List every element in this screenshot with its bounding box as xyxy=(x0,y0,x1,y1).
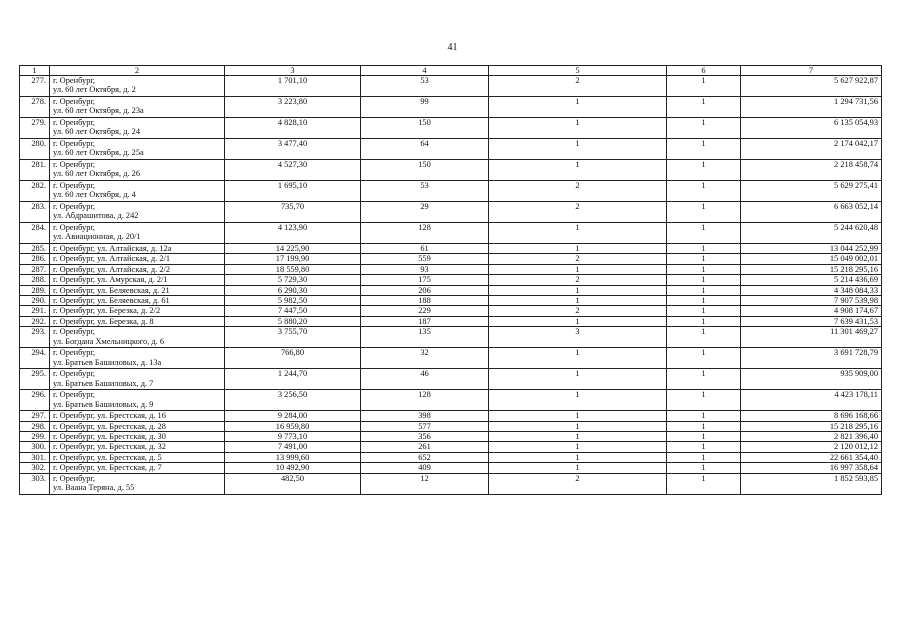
table-row xyxy=(20,160,882,181)
column-4-cell: 135 xyxy=(361,327,489,348)
row-number: 285. xyxy=(20,244,50,254)
area-cell: 1 701,10 xyxy=(225,76,361,97)
table-row xyxy=(20,296,882,306)
row-number: 294. xyxy=(20,348,50,369)
address-line: г. Оренбург, xyxy=(53,369,96,379)
address-line: г. Оренбург, xyxy=(53,348,96,358)
column-6-cell: 1 xyxy=(667,254,741,264)
cost-cell: 7 907 539,98 xyxy=(741,296,882,306)
column-4-cell: 53 xyxy=(361,76,489,97)
column-6-cell: 1 xyxy=(667,202,741,223)
area-cell: 4 828,10 xyxy=(225,118,361,139)
column-5-cell: 2 xyxy=(489,254,667,264)
table-row xyxy=(20,202,882,223)
row-number: 289. xyxy=(20,285,50,295)
address-line: г. Оренбург, xyxy=(53,327,96,337)
column-6-cell: 1 xyxy=(667,327,741,348)
column-4-cell: 229 xyxy=(361,306,489,316)
address-line: г. Оренбург, xyxy=(53,118,96,127)
cost-cell: 15 218 295,16 xyxy=(741,264,882,274)
column-4-cell: 61 xyxy=(361,244,489,254)
address-cell xyxy=(50,285,225,295)
column-4-cell: 12 xyxy=(361,473,489,494)
row-number: 303. xyxy=(20,473,50,494)
area-cell: 3 755,70 xyxy=(225,327,361,348)
address-cell xyxy=(50,97,225,118)
row-number: 287. xyxy=(20,264,50,274)
area-cell: 9 773,10 xyxy=(225,432,361,442)
cost-cell: 5 627 922,87 xyxy=(741,76,882,97)
area-cell: 482,50 xyxy=(225,473,361,494)
cost-cell: 2 821 396,40 xyxy=(741,432,882,442)
column-6-cell: 1 xyxy=(667,118,741,139)
column-4-cell: 128 xyxy=(361,223,489,244)
column-5-cell: 2 xyxy=(489,181,667,202)
address-cell xyxy=(50,369,225,390)
column-5-cell: 1 xyxy=(489,139,667,160)
column-5-cell: 1 xyxy=(489,244,667,254)
column-6-cell: 1 xyxy=(667,264,741,274)
address-line: г. Оренбург, ул. Алтайская, д. 12а xyxy=(53,244,172,253)
column-4-cell: 128 xyxy=(361,390,489,411)
area-cell: 14 225,90 xyxy=(225,244,361,254)
column-4-cell: 188 xyxy=(361,296,489,306)
address-cell xyxy=(50,296,225,306)
row-number: 278. xyxy=(20,97,50,118)
column-5-cell: 1 xyxy=(489,296,667,306)
column-4-cell: 398 xyxy=(361,411,489,421)
row-number: 300. xyxy=(20,442,50,452)
column-5-cell: 1 xyxy=(489,442,667,452)
area-cell: 735,70 xyxy=(225,202,361,223)
page-number: 41 xyxy=(447,42,458,53)
cost-cell: 6 663 052,14 xyxy=(741,202,882,223)
address-cell xyxy=(50,327,225,348)
address-cell xyxy=(50,244,225,254)
area-cell: 1 695,10 xyxy=(225,181,361,202)
area-cell: 3 256,50 xyxy=(225,390,361,411)
column-6-cell: 1 xyxy=(667,421,741,431)
column-6-cell: 1 xyxy=(667,181,741,202)
column-6-cell: 1 xyxy=(667,348,741,369)
cost-cell: 5 629 275,41 xyxy=(741,181,882,202)
address-line: г. Оренбург, xyxy=(53,97,96,106)
address-cell xyxy=(50,442,225,452)
column-header: 5 xyxy=(489,66,667,76)
row-number: 297. xyxy=(20,411,50,421)
column-header: 3 xyxy=(225,66,361,76)
area-cell: 7 491,00 xyxy=(225,442,361,452)
row-number: 298. xyxy=(20,421,50,431)
column-6-cell: 1 xyxy=(667,390,741,411)
table-row xyxy=(20,264,882,274)
column-5-cell: 2 xyxy=(489,473,667,494)
address-line: г. Оренбург, xyxy=(53,181,96,190)
address-line: г. Оренбург, ул. Беляевская, д. 21 xyxy=(53,285,170,295)
address-line: г. Оренбург, xyxy=(53,473,96,483)
address-cell xyxy=(50,463,225,473)
cost-cell: 15 218 295,16 xyxy=(741,421,882,431)
row-number: 295. xyxy=(20,369,50,390)
row-number: 280. xyxy=(20,139,50,160)
column-5-cell: 1 xyxy=(489,390,667,411)
row-number: 286. xyxy=(20,254,50,264)
column-5-cell: 1 xyxy=(489,432,667,442)
cost-cell: 2 120 012,12 xyxy=(741,442,882,452)
column-4-cell: 187 xyxy=(361,316,489,326)
column-5-cell: 1 xyxy=(489,223,667,244)
address-line: г. Оренбург, ул. Брестская, д. 16 xyxy=(53,411,166,421)
table-row xyxy=(20,411,882,421)
column-4-cell: 559 xyxy=(361,254,489,264)
cost-cell: 7 639 431,53 xyxy=(741,316,882,326)
column-4-cell: 29 xyxy=(361,202,489,223)
address-cell xyxy=(50,181,225,202)
address-line: ул. Богдана Хмельницкого, д. 6 xyxy=(53,336,165,346)
registry-table xyxy=(19,65,882,495)
column-6-cell: 1 xyxy=(667,442,741,452)
area-cell: 6 290,30 xyxy=(225,285,361,295)
column-4-cell: 175 xyxy=(361,275,489,285)
column-5-cell: 2 xyxy=(489,76,667,97)
address-line: г. Оренбург, ул. Брестская, д. 5 xyxy=(53,452,162,462)
row-number: 292. xyxy=(20,316,50,326)
column-5-cell: 1 xyxy=(489,452,667,462)
address-line: ул. Братьев Башиловых, д. 9 xyxy=(53,399,154,409)
column-header: 2 xyxy=(50,66,225,76)
address-cell xyxy=(50,316,225,326)
column-5-cell: 1 xyxy=(489,264,667,274)
area-cell: 18 559,80 xyxy=(225,264,361,274)
address-line: г. Оренбург, ул. Беляевская, д. 61 xyxy=(53,296,170,306)
table-row xyxy=(20,223,882,244)
address-line: ул. Братьев Башиловых, д. 13а xyxy=(53,357,162,367)
column-header: 4 xyxy=(361,66,489,76)
address-line: ул. 60 лет Октября, д. 25а xyxy=(53,148,144,158)
column-4-cell: 46 xyxy=(361,369,489,390)
column-5-cell: 1 xyxy=(489,285,667,295)
area-cell: 10 492,90 xyxy=(225,463,361,473)
row-number: 302. xyxy=(20,463,50,473)
column-5-cell: 1 xyxy=(489,421,667,431)
table-row xyxy=(20,463,882,473)
cost-cell: 6 135 054,93 xyxy=(741,118,882,139)
column-6-cell: 1 xyxy=(667,411,741,421)
column-header: 6 xyxy=(667,66,741,76)
address-cell xyxy=(50,411,225,421)
cost-cell: 4 348 084,33 xyxy=(741,285,882,295)
cost-cell: 5 244 620,48 xyxy=(741,223,882,244)
cost-cell: 935 909,00 xyxy=(741,369,882,390)
area-cell: 5 880,20 xyxy=(225,316,361,326)
address-cell xyxy=(50,202,225,223)
column-4-cell: 53 xyxy=(361,181,489,202)
address-line: ул. 60 лет Октября, д. 4 xyxy=(53,190,136,200)
table-row xyxy=(20,306,882,316)
column-6-cell: 1 xyxy=(667,296,741,306)
area-cell: 16 959,80 xyxy=(225,421,361,431)
table-row xyxy=(20,473,882,494)
row-number: 290. xyxy=(20,296,50,306)
table-row xyxy=(20,118,882,139)
address-line: ул. 60 лет Октября, д. 26 xyxy=(53,169,141,179)
area-cell: 766,80 xyxy=(225,348,361,369)
column-5-cell: 1 xyxy=(489,411,667,421)
column-6-cell: 1 xyxy=(667,139,741,160)
table-row xyxy=(20,181,882,202)
row-number: 296. xyxy=(20,390,50,411)
address-cell xyxy=(50,348,225,369)
address-line: ул. Братьев Башиловых, д. 7 xyxy=(53,378,154,388)
address-line: г. Оренбург, ул. Брестская, д. 30 xyxy=(53,432,166,442)
cost-cell: 11 301 469,27 xyxy=(741,327,882,348)
column-6-cell: 1 xyxy=(667,97,741,118)
address-cell xyxy=(50,421,225,431)
column-5-cell: 2 xyxy=(489,202,667,223)
area-cell: 13 999,60 xyxy=(225,452,361,462)
address-cell xyxy=(50,223,225,244)
address-cell xyxy=(50,473,225,494)
address-line: г. Оренбург, ул. Березка, д. 8 xyxy=(53,316,154,326)
address-line: г. Оренбург, xyxy=(53,223,96,232)
address-line: ул. Ваана Теряна, д. 55 xyxy=(53,483,135,493)
column-5-cell: 1 xyxy=(489,348,667,369)
address-line: г. Оренбург, xyxy=(53,76,96,85)
address-cell xyxy=(50,118,225,139)
column-4-cell: 150 xyxy=(361,118,489,139)
column-6-cell: 1 xyxy=(667,244,741,254)
address-line: г. Оренбург, xyxy=(53,160,96,169)
row-number: 279. xyxy=(20,118,50,139)
column-5-cell: 1 xyxy=(489,316,667,326)
cost-cell: 4 423 178,11 xyxy=(741,390,882,411)
address-line: г. Оренбург, ул. Алтайская, д. 2/2 xyxy=(53,264,171,274)
cost-cell: 1 852 593,85 xyxy=(741,473,882,494)
address-line: г. Оренбург, ул. Брестская, д. 28 xyxy=(53,421,166,431)
address-cell xyxy=(50,254,225,264)
column-6-cell: 1 xyxy=(667,275,741,285)
table-row xyxy=(20,275,882,285)
cost-cell: 5 214 436,69 xyxy=(741,275,882,285)
cost-cell: 2 218 458,74 xyxy=(741,160,882,181)
column-4-cell: 93 xyxy=(361,264,489,274)
address-cell xyxy=(50,306,225,316)
column-6-cell: 1 xyxy=(667,306,741,316)
column-4-cell: 652 xyxy=(361,452,489,462)
address-cell xyxy=(50,139,225,160)
row-number: 281. xyxy=(20,160,50,181)
area-cell: 17 199,90 xyxy=(225,254,361,264)
table-row xyxy=(20,97,882,118)
row-number: 293. xyxy=(20,327,50,348)
column-4-cell: 32 xyxy=(361,348,489,369)
address-line: г. Оренбург, xyxy=(53,390,96,400)
table-row xyxy=(20,348,882,369)
address-line: ул. 60 лет Октября, д. 23а xyxy=(53,106,144,116)
column-5-cell: 1 xyxy=(489,369,667,390)
area-cell: 4 123,90 xyxy=(225,223,361,244)
column-4-cell: 261 xyxy=(361,442,489,452)
column-5-cell: 1 xyxy=(489,97,667,118)
cost-cell: 22 661 354,40 xyxy=(741,452,882,462)
column-5-cell: 2 xyxy=(489,306,667,316)
area-cell: 3 477,40 xyxy=(225,139,361,160)
address-line: ул. Абдрашитова, д. 242 xyxy=(53,211,139,221)
area-cell: 1 244,70 xyxy=(225,369,361,390)
row-number: 283. xyxy=(20,202,50,223)
column-6-cell: 1 xyxy=(667,463,741,473)
address-line: ул. Авиационная, д. 20/1 xyxy=(53,232,141,242)
row-number: 282. xyxy=(20,181,50,202)
table-row xyxy=(20,369,882,390)
column-6-cell: 1 xyxy=(667,316,741,326)
address-line: г. Оренбург, ул. Брестская, д. 32 xyxy=(53,442,166,452)
column-5-cell: 1 xyxy=(489,463,667,473)
column-4-cell: 99 xyxy=(361,97,489,118)
row-number: 277. xyxy=(20,76,50,97)
area-cell: 3 223,80 xyxy=(225,97,361,118)
column-6-cell: 1 xyxy=(667,432,741,442)
area-cell: 5 729,30 xyxy=(225,275,361,285)
column-4-cell: 150 xyxy=(361,160,489,181)
cost-cell: 13 044 252,99 xyxy=(741,244,882,254)
column-header: 1 xyxy=(20,66,50,76)
row-number: 288. xyxy=(20,275,50,285)
table-row xyxy=(20,254,882,264)
address-cell xyxy=(50,432,225,442)
address-line: г. Оренбург, ул. Амурская, д. 2/1 xyxy=(53,275,168,285)
column-5-cell: 2 xyxy=(489,275,667,285)
address-line: ул. 60 лет Октября, д. 24 xyxy=(53,127,141,137)
area-cell: 5 982,50 xyxy=(225,296,361,306)
area-cell: 9 284,00 xyxy=(225,411,361,421)
column-6-cell: 1 xyxy=(667,160,741,181)
table-row xyxy=(20,76,882,97)
column-6-cell: 1 xyxy=(667,76,741,97)
address-line: г. Оренбург, xyxy=(53,202,96,211)
column-6-cell: 1 xyxy=(667,369,741,390)
column-number-row xyxy=(20,66,882,76)
cost-cell: 8 696 168,66 xyxy=(741,411,882,421)
address-cell xyxy=(50,76,225,97)
column-4-cell: 409 xyxy=(361,463,489,473)
table-row xyxy=(20,327,882,348)
address-cell xyxy=(50,390,225,411)
column-5-cell: 1 xyxy=(489,118,667,139)
table-row xyxy=(20,139,882,160)
column-6-cell: 1 xyxy=(667,473,741,494)
column-header: 7 xyxy=(741,66,882,76)
row-number: 284. xyxy=(20,223,50,244)
cost-cell: 16 997 358,64 xyxy=(741,463,882,473)
table-row xyxy=(20,452,882,462)
column-5-cell: 3 xyxy=(489,327,667,348)
area-cell: 7 447,50 xyxy=(225,306,361,316)
column-6-cell: 1 xyxy=(667,223,741,244)
column-4-cell: 356 xyxy=(361,432,489,442)
address-line: г. Оренбург, ул. Брестская, д. 7 xyxy=(53,463,162,473)
row-number: 299. xyxy=(20,432,50,442)
column-6-cell: 1 xyxy=(667,285,741,295)
row-number: 301. xyxy=(20,452,50,462)
table-row xyxy=(20,390,882,411)
table-row xyxy=(20,316,882,326)
address-cell xyxy=(50,275,225,285)
column-6-cell: 1 xyxy=(667,452,741,462)
cost-cell: 4 908 174,67 xyxy=(741,306,882,316)
column-5-cell: 1 xyxy=(489,160,667,181)
address-line: ул. 60 лет Октября, д. 2 xyxy=(53,85,136,95)
address-cell xyxy=(50,264,225,274)
column-4-cell: 206 xyxy=(361,285,489,295)
table-row xyxy=(20,432,882,442)
address-cell xyxy=(50,160,225,181)
address-line: г. Оренбург, xyxy=(53,139,96,148)
row-number: 291. xyxy=(20,306,50,316)
cost-cell: 15 049 002,01 xyxy=(741,254,882,264)
table-row xyxy=(20,285,882,295)
column-4-cell: 577 xyxy=(361,421,489,431)
cost-cell: 2 174 042,17 xyxy=(741,139,882,160)
column-4-cell: 64 xyxy=(361,139,489,160)
address-line: г. Оренбург, ул. Березка, д. 2/2 xyxy=(53,306,161,316)
table-row xyxy=(20,421,882,431)
area-cell: 4 527,30 xyxy=(225,160,361,181)
address-line: г. Оренбург, ул. Алтайская, д. 2/1 xyxy=(53,254,171,264)
table-row xyxy=(20,244,882,254)
address-cell xyxy=(50,452,225,462)
cost-cell: 3 691 728,79 xyxy=(741,348,882,369)
table-row xyxy=(20,442,882,452)
cost-cell: 1 294 731,56 xyxy=(741,97,882,118)
registry-body xyxy=(20,66,882,495)
